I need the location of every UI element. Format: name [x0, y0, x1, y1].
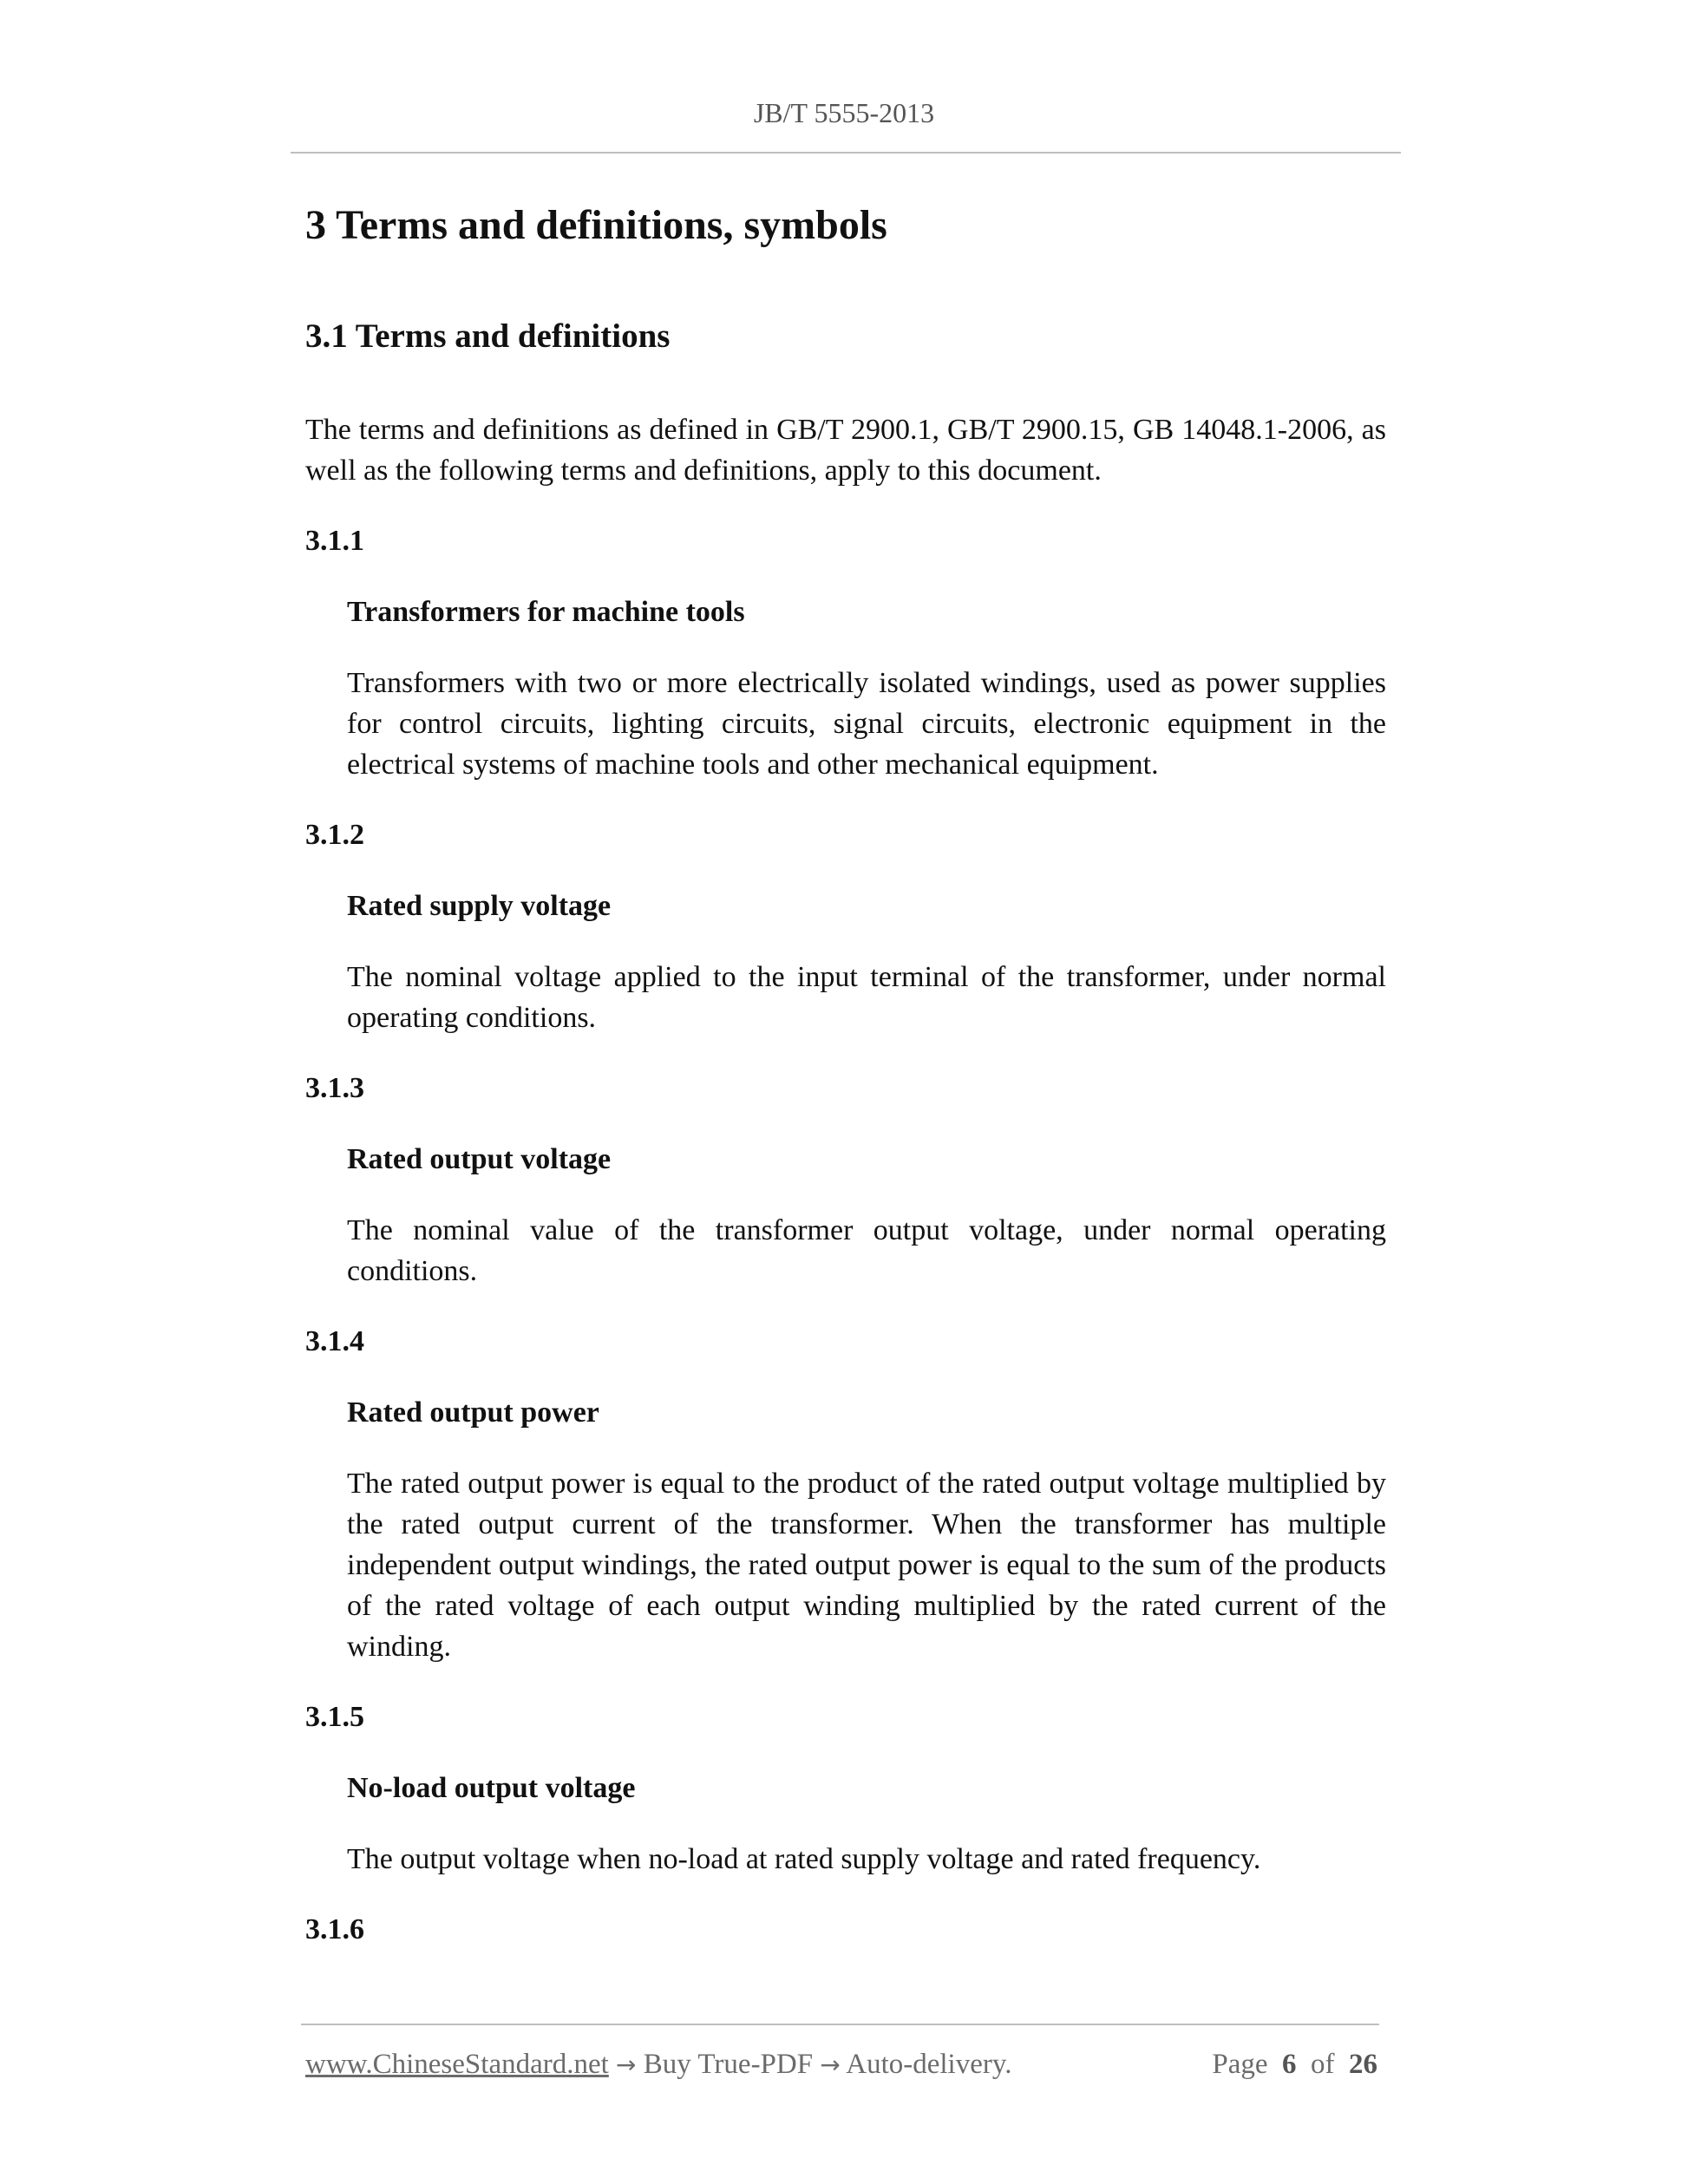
term-definition: The nominal voltage applied to the input terminal of the transformer, under normal operating conditions.: [347, 961, 1386, 1034]
header-document-code: JB/T 5555-2013: [753, 97, 935, 128]
term-number: 3.1.5: [305, 1701, 364, 1733]
term-name: Transformers for machine tools: [347, 596, 745, 628]
subsection-title: 3.1 Terms and definitions: [305, 317, 671, 355]
page-label: Page: [1212, 2049, 1268, 2080]
page-current: 6: [1282, 2049, 1297, 2080]
term-number: 3.1.1: [305, 525, 364, 557]
arrow-right-icon: →: [820, 2050, 841, 2079]
term-number: 3.1.4: [305, 1325, 364, 1357]
term-number: 3.1.3: [305, 1072, 364, 1104]
page-total: 26: [1349, 2049, 1377, 2080]
term-name: Rated output voltage: [347, 1143, 612, 1175]
section-title: 3 Terms and definitions, symbols: [305, 202, 887, 248]
page-number: [1212, 2045, 1377, 2083]
header-divider: [291, 152, 1401, 154]
term-definition: Transformers with two or more electrically isolated windings, used as power supplies for control circuits, lighting circuits, signal circuits, electronic equipment in the electrical systems of machine tools and other mechanical equipment.: [347, 667, 1386, 781]
term-name: No-load output voltage: [347, 1772, 636, 1804]
term-name: Rated supply voltage: [347, 890, 612, 922]
intro-paragraph: The terms and definitions as defined in GB/T 2900.1, GB/T 2900.15, GB 14048.1-2006, as well as the following terms and definitions, apply to this document.: [305, 414, 1386, 487]
buy-pdf-text: Buy True-PDF: [643, 2049, 814, 2080]
term-definition: The output voltage when no-load at rated supply voltage and rated frequency.: [347, 1843, 1261, 1875]
term-number: 3.1.6: [305, 1913, 364, 1945]
auto-delivery-text: Auto-delivery.: [846, 2049, 1012, 2080]
site-link[interactable]: www.ChineseStandard.net: [305, 2049, 609, 2080]
page-content: [305, 198, 1386, 1950]
term-number: 3.1.2: [305, 819, 364, 851]
term-name: Rated output power: [347, 1396, 599, 1429]
term-definition: The nominal value of the transformer output voltage, under normal operating conditions.: [347, 1214, 1386, 1287]
page-of-label: of: [1311, 2049, 1335, 2080]
term-definition: The rated output power is equal to the product of the rated output voltage multiplied by the rated output current of the transformer. When the transformer has multiple independent output windings, the rated output power is equal to the sum of the products of the rated voltage of each output winding multiplied by the rated current of the winding.: [347, 1468, 1386, 1663]
arrow-right-icon: →: [616, 2050, 637, 2079]
footer-promo: [305, 2045, 1011, 2084]
footer-divider: [301, 2024, 1379, 2025]
